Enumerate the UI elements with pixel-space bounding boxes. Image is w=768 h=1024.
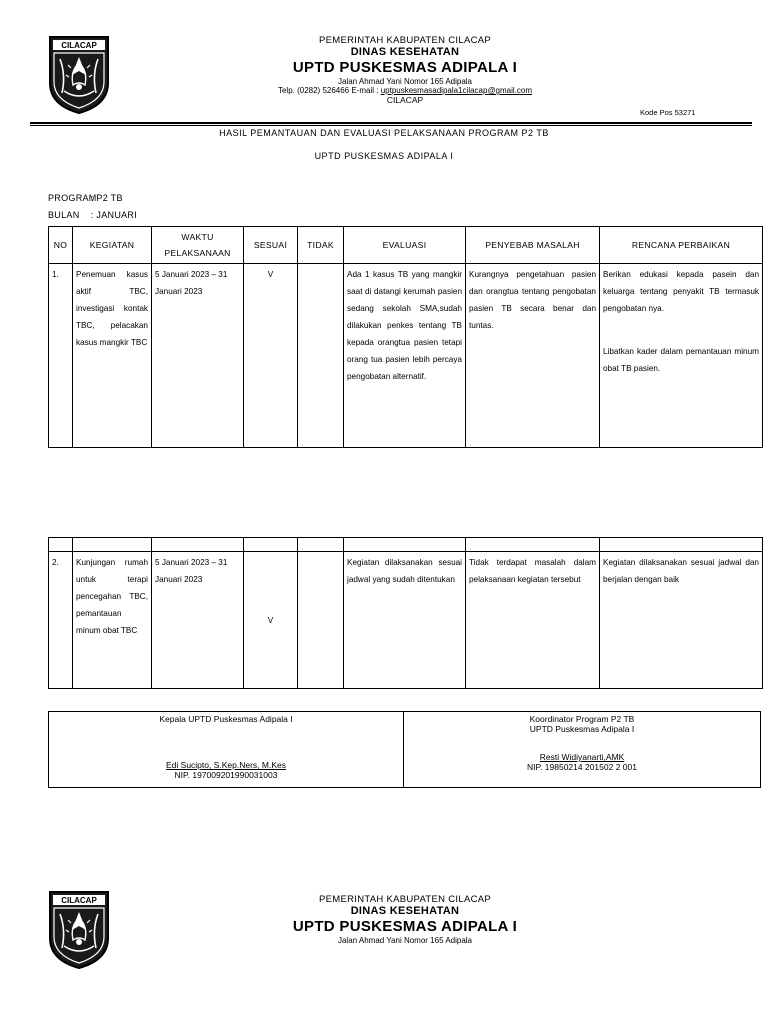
address: Jalan Ahmad Yani Nomor 165 Adipala [337,77,472,86]
address: Jalan Ahmad Yani Nomor 165 Adipala [337,936,472,945]
header-kegiatan: KEGIATAN [73,227,152,264]
table-spacer-row [49,538,763,552]
table-row [49,552,763,689]
header-penyebab: PENYEBAB MASALAH [466,227,600,264]
cell-penyebab: Tidak terdapat masalah dalam pelaksanaan kegiatan tersebut [466,552,600,689]
cell-rencana: Kegiatan dilaksanakan sesuai jadwal dan berjalan dengan baik [600,552,763,689]
svg-text:CILACAP: CILACAP [61,41,97,51]
header-no: NO [49,227,73,264]
institution-name: UPTD PUSKESMAS ADIPALA I [292,59,518,76]
agency-name: DINAS KESEHATAN [350,905,460,917]
month-value: : JANUARI [90,210,138,220]
program-line [48,193,123,203]
cell-penyebab: Kurangnya pengetahuan pasien dan orangtua tentang pengobatan pasien TB secara benar dan tuntas. [466,264,600,448]
postal-code: Kode Pos 53271 [640,108,696,117]
left-nip: NIP. 197009201990031003 [174,770,278,780]
cell-waktu: 5 Januari 2023 – 31 Januari 2023 [152,264,244,448]
program-value: : P2 TB [90,193,123,203]
agency-name: DINAS KESEHATAN [350,46,460,58]
cell-waktu: 5 Januari 2023 – 31 Januari 2023 [152,552,244,689]
cell-sesuai: V [244,552,298,689]
cell-tidak [298,552,344,689]
rencana-item: Libatkan kader dalam pemantauan minum obat TB pasien. [603,347,759,373]
header-waktu: WAKTU PELAKSANAAN [152,227,244,264]
cell-no: 2. [49,552,73,689]
gov-name: PEMERINTAH KABUPATEN CILACAP [318,35,492,46]
header-sesuai: SESUAI [244,227,298,264]
cell-kegiatan: Penemuan kasus aktif TBC, investigasi kontak TBC, pelacakan kasus mangkir TBC [73,264,152,448]
right-name: Resti Widiyanarti,AMK [539,752,625,762]
cilacap-logo [48,890,110,970]
signature-box [48,711,761,788]
table-row [49,264,763,448]
cell-evaluasi: Ada 1 kasus TB yang mangkir saat di datangi kerumah pasien sedang sekolah SMA,sudah dilakukan penkes tentang TB kepada orangtua pasien tetapi orang tua pasien lebih percaya pengobatan alternatif. [344,264,466,448]
cell-tidak [298,264,344,448]
month-label: BULAN [48,210,80,220]
contact-line [180,86,630,95]
cell-rencana [600,264,763,448]
svg-text:CILACAP: CILACAP [61,896,97,906]
program-label: PROGRAM [48,193,97,203]
evaluation-table [48,226,763,448]
letterhead-next-page [180,894,630,945]
header-evaluasi: EVALUASI [344,227,466,264]
right-title-2: UPTD Puskesmas Adipala I [529,724,635,734]
email-link[interactable]: uptpuskesmasadipala1cilacap@gmail.com [380,86,533,95]
report-subtitle: UPTD PUSKESMAS ADIPALA I [314,151,454,161]
cell-evaluasi: Kegiatan dilaksanakan sesuai jadwal yang sudah ditentukan [344,552,466,689]
header-tidak: TIDAK [298,227,344,264]
month-line [48,210,137,220]
rencana-item: Berikan edukasi kepada pasein dan keluarga tentang penyakit TB termasuk pengobatan nya. [603,270,759,313]
table-header-row [49,227,763,264]
header-rule-thin [30,125,752,126]
left-title: Kepala UPTD Puskesmas Adipala I [159,714,293,724]
right-title-1: Koordinator Program P2 TB [529,714,635,724]
right-nip: NIP. 19850214 201502 2 001 [527,762,637,772]
evaluation-table-continued [48,537,763,689]
signature-left [49,712,403,787]
cell-no: 1. [49,264,73,448]
city: CILACAP [386,95,424,105]
header-rencana: RENCANA PERBAIKAN [600,227,763,264]
cell-sesuai: V [244,264,298,448]
institution-name: UPTD PUSKESMAS ADIPALA I [292,918,518,935]
cilacap-logo [48,35,110,115]
left-name: Edi Sucipto, S.Kep.Ners, M.Kes [166,760,286,770]
cell-kegiatan: Kunjungan rumah untuk terapi pencegahan TBC, pemantauan minum obat TBC [73,552,152,689]
signature-right [404,712,760,787]
report-title: HASIL PEMANTAUAN DAN EVALUASI PELAKSANAAN PROGRAM P2 TB [219,128,549,138]
header-rule-thick [30,122,752,124]
letterhead [180,35,630,105]
phone-text: Telp. (0282) 526466 E-mail : [277,86,379,95]
gov-name: PEMERINTAH KABUPATEN CILACAP [318,894,492,905]
